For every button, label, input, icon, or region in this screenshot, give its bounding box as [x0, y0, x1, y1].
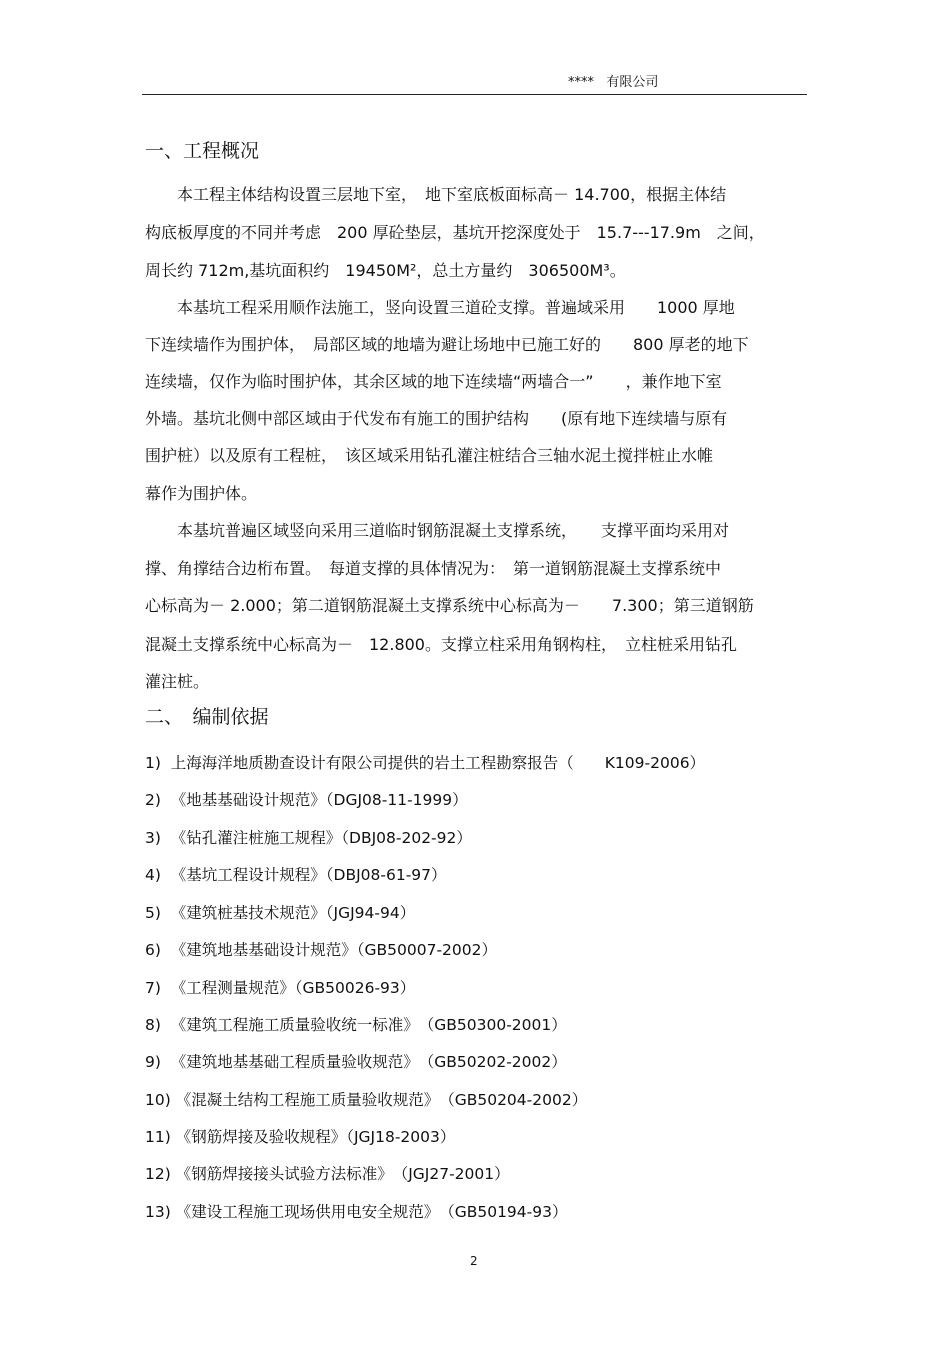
reference-item: 5) 《建筑桩基技术规范》（JGJ94-94）	[145, 904, 416, 922]
paragraph-line: 本基坑工程采用顺作法施工，竖向设置三道砼支撑。普遍域采用 1000 厚地	[145, 298, 735, 317]
paragraph-line: 心标高为－ 2.000；第二道钢筋混凝土支撑系统中心标高为－ 7.300；第三道钢筋	[145, 596, 754, 615]
paragraph-line: 连续墙，仅作为临时围护体，其余区域的地下连续墙“两墙合一” ，兼作地下室	[145, 372, 722, 391]
paragraph-line: 幕作为围护体。	[145, 484, 258, 503]
paragraph-line: 撑、角撑结合边桁布置。 每道支撑的具体情况为： 第一道钢筋混凝土支撑系统中	[145, 559, 722, 578]
paragraph-line: 构底板厚度的不同并考虑 200 厚砼垫层，基坑开挖深度处于 15.7---17.9m 之间，	[145, 223, 765, 242]
reference-item: 1) 上海海洋地质勘查设计有限公司提供的岩土工程勘察报告（ K109-2006）	[145, 754, 706, 772]
header-company: **** 有限公司	[568, 75, 659, 90]
paragraph-line: 下连续墙作为围护体， 局部区域的地墙为避让场地中已施工好的 800 厚老的地下	[145, 335, 749, 354]
paragraph-line: 灌注桩。	[145, 672, 210, 691]
reference-item: 9) 《建筑地基基础工程质量验收规范》 （GB50202-2002）	[145, 1053, 567, 1071]
reference-item: 13) 《建设工程施工现场供用电安全规范》 （GB50194-93）	[145, 1203, 568, 1221]
reference-item: 8) 《建筑工程施工质量验收统一标准》 （GB50300-2001）	[145, 1016, 567, 1034]
section-heading-basis: 二、 编制依据	[145, 706, 269, 728]
reference-item: 3) 《钻孔灌注桩施工规程》（DBJ08-202-92）	[145, 829, 472, 847]
paragraph-line: 本工程主体结构设置三层地下室， 地下室底板面标高－ 14.700，根据主体结	[145, 185, 727, 204]
paragraph-line: 周长约 712m,基坑面积约 19450M²，总土方量约 306500M³。	[145, 261, 626, 280]
reference-item: 6) 《建筑地基基础设计规范》（GB50007-2002）	[145, 941, 498, 959]
reference-item: 11) 《钢筋焊接及验收规程》（JGJ18-2003）	[145, 1128, 456, 1146]
section-heading-overview: 一、工程概况	[145, 140, 260, 162]
paragraph-line: 外墙。基坑北侧中部区域由于代发布有施工的围护结构 (原有地下连续墙与原有	[145, 409, 728, 428]
paragraph-line: 围护桩）以及原有工程桩， 该区域采用钻孔灌注桩结合三轴水泥土搅拌桩止水帷	[145, 446, 714, 465]
header-rule	[142, 94, 807, 95]
reference-item: 7) 《工程测量规范》（GB50026-93）	[145, 979, 416, 997]
reference-item: 10) 《混凝土结构工程施工质量验收规范》 （GB50204-2002）	[145, 1091, 588, 1109]
page-number: 2	[470, 1254, 478, 1268]
reference-item: 4) 《基坑工程设计规程》（DBJ08-61-97）	[145, 866, 447, 884]
paragraph-line: 本基坑普遍区域竖向采用三道临时钢筋混凝土支撑系统， 支撑平面均采用对	[145, 521, 730, 540]
paragraph-line: 混凝土支撑系统中心标高为－ 12.800。支撑立柱采用角钢构柱， 立柱桩采用钻孔	[145, 635, 737, 654]
reference-item: 12) 《钢筋焊接接头试验方法标准》 （JGJ27-2001）	[145, 1165, 510, 1183]
reference-item: 2) 《地基基础设计规范》（DGJ08-11-1999）	[145, 791, 468, 809]
